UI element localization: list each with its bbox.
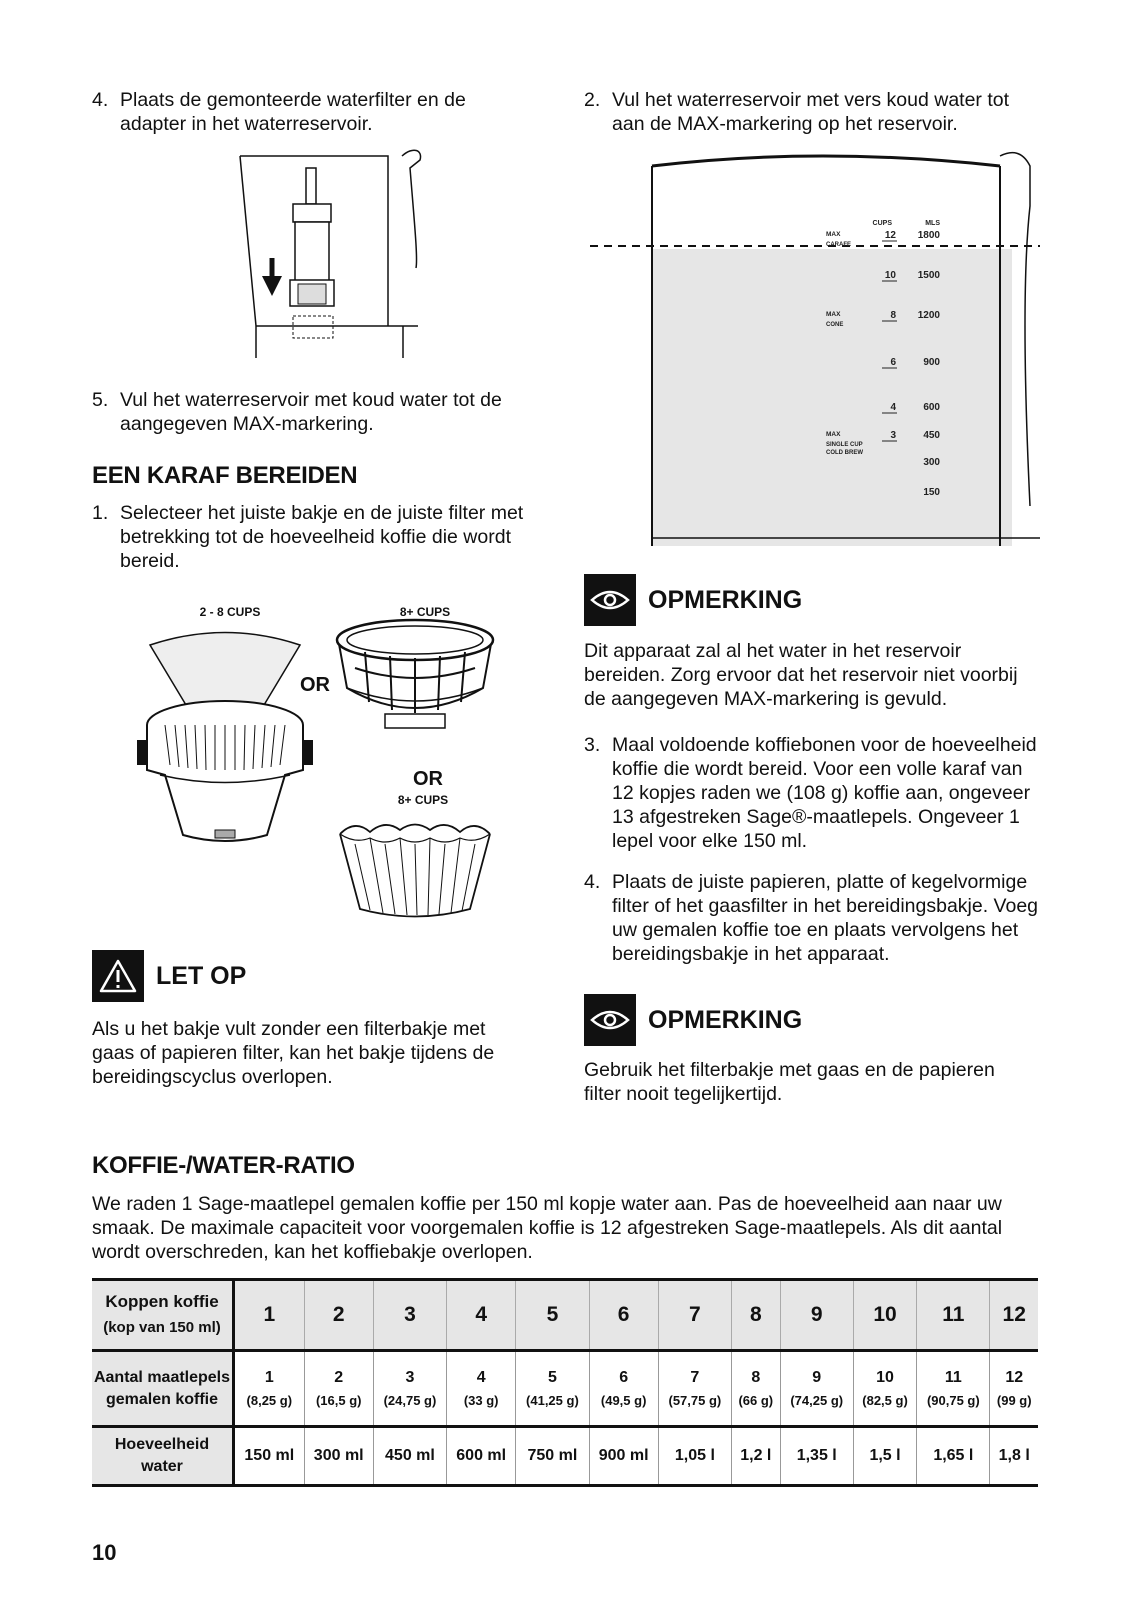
cups-cell: 7 xyxy=(658,1280,731,1351)
section-title-ratio: KOFFIE-/WATER-RATIO xyxy=(92,1152,355,1179)
step-text: Vul het waterreservoir met vers koud water tot aan de MAX-markering op het reservoir. xyxy=(612,89,1010,135)
row-header-label: Koppen koffie xyxy=(105,1292,219,1311)
reservoir-mls-mark: 900 xyxy=(923,357,940,368)
table-row-cups xyxy=(92,1280,1038,1351)
or-label-2: OR xyxy=(413,768,443,790)
label-8plus-cups-bottom: 8+ CUPS xyxy=(397,793,449,807)
grams-value: (16,5 g) xyxy=(315,1393,362,1408)
scoops-cell xyxy=(853,1351,916,1427)
grams-value: (90,75 g) xyxy=(926,1393,980,1408)
scoops-cell xyxy=(234,1351,305,1427)
reservoir-mls-mark: 150 xyxy=(923,487,940,498)
grams-value: (33 g) xyxy=(463,1393,499,1408)
scoops-value: 11 xyxy=(944,1369,962,1386)
scoops-value: 9 xyxy=(812,1369,822,1386)
reservoir-header-mls: MLS xyxy=(925,220,940,227)
row-header-sub: (kop van 150 ml) xyxy=(103,1319,221,1336)
table-row-scoops xyxy=(92,1351,1038,1427)
reservoir-max-label: MAX xyxy=(826,311,841,318)
scoops-value: 2 xyxy=(334,1369,344,1386)
ratio-table xyxy=(92,1278,1038,1487)
step-text: Vul het waterreservoir met koud water tot de aangegeven MAX-markering. xyxy=(120,389,502,435)
reservoir-max-sub: CONE xyxy=(826,322,844,328)
cups-cell: 2 xyxy=(304,1280,373,1351)
reservoir-mls-mark: 450 xyxy=(923,430,940,441)
scoops-cell xyxy=(447,1351,516,1427)
letop-title: LET OP xyxy=(156,961,247,990)
row-header-cups xyxy=(92,1280,234,1351)
eye-icon xyxy=(584,994,636,1046)
reservoir-mls-mark: 1800 xyxy=(917,230,940,241)
step-5-left xyxy=(92,388,532,436)
water-cell: 900 ml xyxy=(589,1427,658,1486)
water-cell: 450 ml xyxy=(373,1427,446,1486)
step-number: 4. xyxy=(92,89,109,111)
cups-cell: 1 xyxy=(234,1280,305,1351)
flat-basket-illustration xyxy=(335,618,495,738)
grams-value: (66 g) xyxy=(738,1393,774,1408)
scoops-cell xyxy=(516,1351,589,1427)
cups-cell: 12 xyxy=(990,1280,1038,1351)
reservoir-cups-mark: 6 xyxy=(890,357,896,368)
label-2-8-cups: 2 - 8 CUPS xyxy=(199,605,261,619)
or-label-1: OR xyxy=(300,674,330,696)
page-number: 10 xyxy=(92,1540,117,1565)
scoops-value: 10 xyxy=(876,1369,894,1386)
reservoir-cups-mark: 12 xyxy=(884,230,896,241)
step-number: 3. xyxy=(584,734,601,756)
note2-heading xyxy=(584,994,802,1046)
scoops-value: 3 xyxy=(405,1369,415,1386)
cups-cell: 3 xyxy=(373,1280,446,1351)
reservoir-max-label: MAX xyxy=(826,431,841,438)
reservoir-max-sub: SINGLE CUP xyxy=(826,442,863,448)
step-text: Plaats de juiste papieren, platte of kegelvormige filter of het gaasfilter in het bereidingsbakje. Voeg uw gemalen koffie toe en plaats vervolgens het bereidingsbakje in het apparaat. xyxy=(612,871,1039,965)
step-1-karaf xyxy=(92,501,542,573)
cups-cell: 6 xyxy=(589,1280,658,1351)
reservoir-cups-mark: 8 xyxy=(890,310,896,321)
step-number: 4. xyxy=(584,871,601,893)
letop-text: Als u het bakje vult zonder een filterbakje met gaas of papieren filter, kan het bakje tijdens de bereidingscyclus overlopen. xyxy=(92,1018,495,1088)
step-number: 5. xyxy=(92,389,109,411)
cups-cell: 8 xyxy=(732,1280,781,1351)
scoops-cell xyxy=(304,1351,373,1427)
step-text: Plaats de gemonteerde waterfilter en de adapter in het waterreservoir. xyxy=(120,89,466,135)
note2-title: OPMERKING xyxy=(648,1005,803,1034)
note2-text: Gebruik het filterbakje met gaas en de papieren filter nooit tegelijkertijd. xyxy=(584,1059,995,1105)
warning-icon xyxy=(92,950,144,1002)
water-cell: 1,05 l xyxy=(658,1427,731,1486)
step-2-right xyxy=(584,88,1044,136)
note1-text: Dit apparaat zal al het water in het reservoir bereiden. Zorg ervoor dat het reservoir niet voorbij de aangegeven MAX-markering is gevuld. xyxy=(584,640,1018,710)
scoops-cell xyxy=(990,1351,1038,1427)
cups-cell: 5 xyxy=(516,1280,589,1351)
step-number: 1. xyxy=(92,502,109,524)
waterfilter-illustration xyxy=(238,148,428,362)
scoops-cell xyxy=(780,1351,853,1427)
cups-cell: 9 xyxy=(780,1280,853,1351)
scoops-cell xyxy=(732,1351,781,1427)
grams-value: (99 g) xyxy=(996,1393,1032,1408)
reservoir-cups-mark: 3 xyxy=(890,430,896,441)
label-8plus-cups-top: 8+ CUPS xyxy=(399,605,451,619)
water-cell: 150 ml xyxy=(234,1427,305,1486)
reservoir-mls-mark: 1200 xyxy=(917,310,940,321)
grams-value: (49,5 g) xyxy=(600,1393,647,1408)
water-cell: 1,5 l xyxy=(853,1427,916,1486)
water-cell: 1,2 l xyxy=(732,1427,781,1486)
scoops-cell xyxy=(917,1351,990,1427)
reservoir-max-sub: COLD BREW xyxy=(826,450,863,456)
scoops-cell xyxy=(589,1351,658,1427)
grams-value: (82,5 g) xyxy=(862,1393,908,1408)
grams-value: (74,25 g) xyxy=(790,1393,844,1408)
reservoir-mls-mark: 300 xyxy=(923,457,940,468)
water-cell: 1,35 l xyxy=(780,1427,853,1486)
scoops-value: 5 xyxy=(547,1369,557,1386)
water-cell: 1,8 l xyxy=(990,1427,1038,1486)
note1-title: OPMERKING xyxy=(648,585,803,614)
reservoir-illustration xyxy=(590,146,1040,556)
scoops-value: 8 xyxy=(751,1369,761,1386)
row-header-water: Hoeveelheid water xyxy=(92,1427,234,1486)
row-header-scoops: Aantal maatlepels gemalen koffie xyxy=(92,1351,234,1427)
reservoir-cups-mark: 10 xyxy=(884,270,896,281)
water-cell: 600 ml xyxy=(447,1427,516,1486)
scoops-value: 7 xyxy=(690,1369,700,1386)
step-text: Selecteer het juiste bakje en de juiste filter met betrekking tot de hoeveelheid koffie die wordt bereid. xyxy=(120,502,524,572)
paper-filter-illustration xyxy=(335,814,495,924)
reservoir-mls-mark: 1500 xyxy=(917,270,940,281)
eye-icon xyxy=(584,574,636,626)
scoops-cell xyxy=(373,1351,446,1427)
step-3-right xyxy=(584,733,1044,853)
scoops-value: 1 xyxy=(264,1369,274,1386)
reservoir-cups-mark: 4 xyxy=(890,402,896,413)
cone-basket-illustration xyxy=(135,625,315,850)
grams-value: (41,25 g) xyxy=(526,1393,579,1408)
reservoir-mls-mark: 600 xyxy=(923,402,940,413)
table-row-water xyxy=(92,1427,1038,1486)
step-text: Maal voldoende koffiebonen voor de hoeveelheid koffie die wordt bereid. Voor een volle karaf van 12 kopjes raden we (108 g) koffie aan, ongeveer 13 afgestreken Sage®-maatlepels. Ongeveer 1 lepel voor elke 150 ml. xyxy=(612,734,1037,852)
scoops-value: 12 xyxy=(1005,1369,1024,1386)
step-4-left xyxy=(92,88,532,136)
note1-heading xyxy=(584,574,802,626)
grams-value: (57,75 g) xyxy=(668,1393,722,1408)
reservoir-header-cups: CUPS xyxy=(872,220,892,227)
cups-cell: 11 xyxy=(917,1280,990,1351)
reservoir-max-sub: CARAFE xyxy=(826,242,851,248)
cups-cell: 4 xyxy=(447,1280,516,1351)
grams-value: (24,75 g) xyxy=(383,1393,437,1408)
water-cell: 750 ml xyxy=(516,1427,589,1486)
step-4-right xyxy=(584,870,1044,966)
letop-heading xyxy=(92,950,246,1002)
ratio-intro: We raden 1 Sage-maatlepel gemalen koffie per 150 ml kopje water aan. Pas de hoeveelheid aan naar uw smaak. De maximale capaciteit voor voorgemalen koffie is 12 afgestreken Sage-maatlepels. Als dit aantal wordt overschreden, kan het koffiebakje overlopen. xyxy=(92,1193,1003,1263)
water-cell: 1,65 l xyxy=(917,1427,990,1486)
reservoir-max-label: MAX xyxy=(826,231,841,238)
scoops-value: 6 xyxy=(619,1369,629,1386)
water-cell: 300 ml xyxy=(304,1427,373,1486)
step-number: 2. xyxy=(584,89,601,111)
scoops-cell xyxy=(658,1351,731,1427)
section-title-karaf: EEN KARAF BEREIDEN xyxy=(92,462,358,489)
cups-cell: 10 xyxy=(853,1280,916,1351)
grams-value: (8,25 g) xyxy=(246,1393,293,1408)
scoops-value: 4 xyxy=(476,1369,486,1386)
